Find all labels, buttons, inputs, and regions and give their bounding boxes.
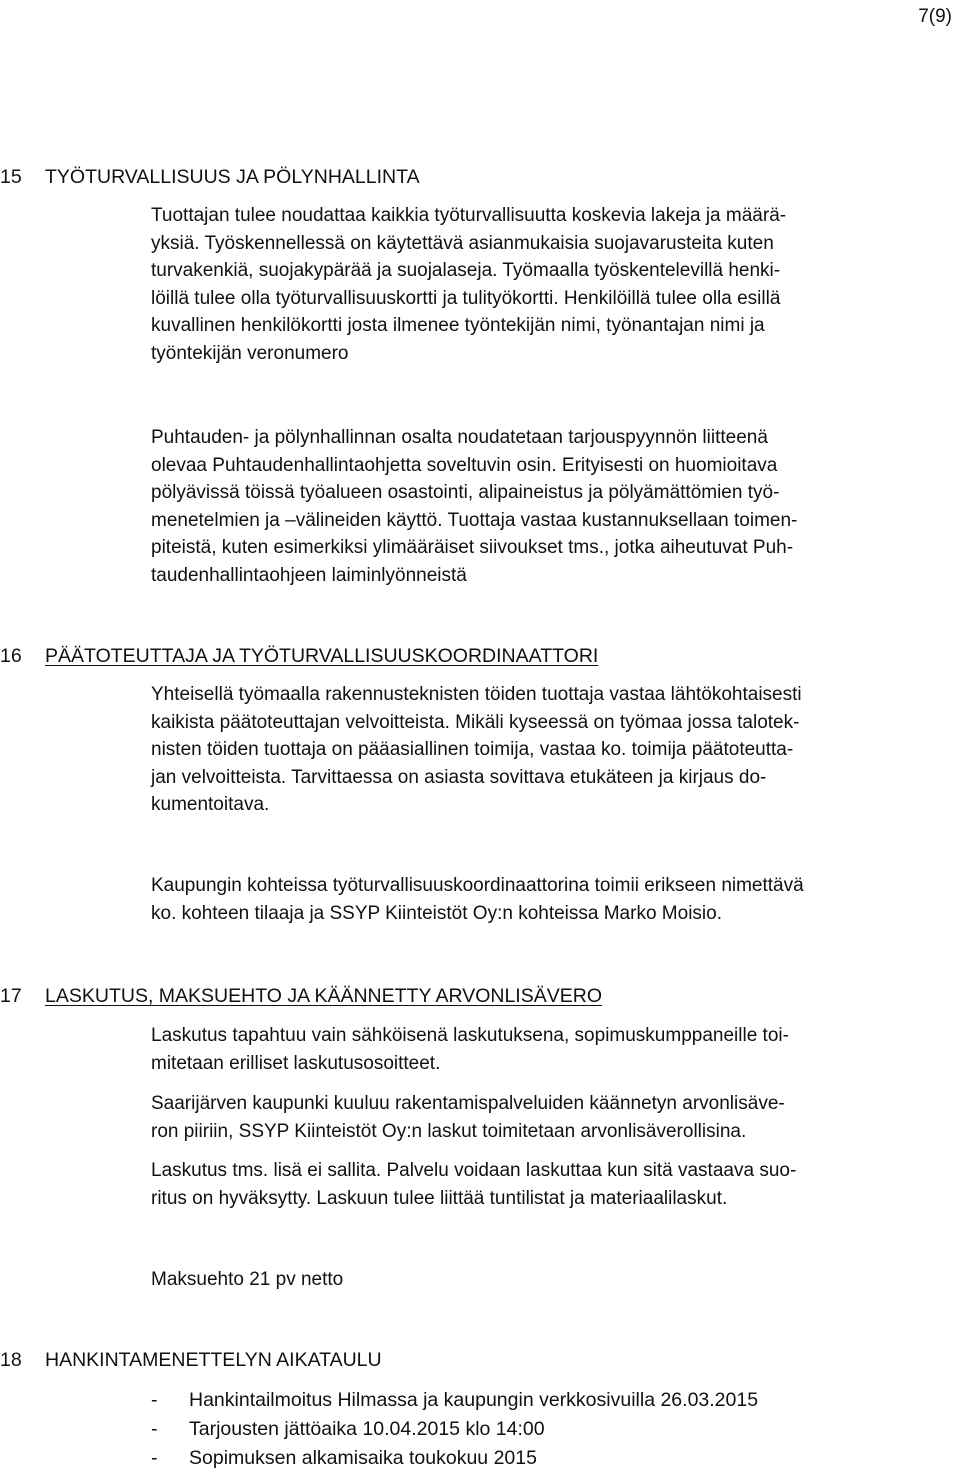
text-line: pölyävissä töissä työalueen osastointi, alipaineistus ja pölyämättömien työ-	[151, 482, 780, 503]
text-line: ritus on hyväksytty. Laskuun tulee liittää tuntilistat ja materiaalilaskut.	[151, 1187, 728, 1209]
text-line: Puhtauden- ja pölynhallinnan osalta noudatetaan tarjouspyynnön liitteenä	[151, 427, 768, 448]
text-line: yksiä. Työskennellessä on käytettävä asianmukaisia suojavarusteita kuten	[151, 232, 774, 254]
section-16-paragraph-2	[151, 872, 804, 927]
bullet-dash: -	[151, 1418, 158, 1440]
section-16-paragraph-1	[151, 681, 802, 819]
section-15-paragraph-1	[151, 202, 786, 367]
section-15-title: TYÖTURVALLISUUS JA PÖLYNHALLINTA	[45, 166, 420, 188]
section-17-paragraph-1	[151, 1022, 789, 1077]
text-line: jan velvoitteista. Tarvittaessa on asiasta sovittava etukäteen ja kirjaus do-	[151, 766, 767, 788]
section-15-number: 15	[0, 166, 22, 188]
text-line: Laskutus tapahtuu vain sähköisenä laskutuksena, sopimuskumppaneille toi-	[151, 1025, 789, 1046]
section-17-number: 17	[0, 985, 22, 1007]
schedule-list	[151, 1386, 758, 1473]
section-16-title: PÄÄTOTEUTTAJA JA TYÖTURVALLISUUSKOORDINAATTORI	[45, 645, 599, 667]
text-line: nisten töiden tuottaja on pääasiallinen toimija, vastaa ko. toimija päätoteutta-	[151, 739, 794, 760]
text-line: taudenhallintaohjeen laiminlyönneistä	[151, 564, 467, 586]
list-item	[151, 1444, 758, 1473]
text-line: Kaupungin kohteissa työturvallisuuskoordinaattorina toimii erikseen nimettävä	[151, 875, 804, 896]
text-line: Maksuehto 21 pv netto	[151, 1269, 344, 1290]
section-18-title: HANKINTAMENETTELYN AIKATAULU	[45, 1349, 382, 1371]
text-line: menetelmien ja –välineiden käyttö. Tuottaja vastaa kustannuksellaan toimen-	[151, 509, 798, 531]
list-item-text: Sopimuksen alkamisaika toukokuu 2015	[189, 1447, 537, 1469]
text-line: piteistä, kuten esimerkiksi ylimääräiset siivoukset tms., jotka aiheutuvat Puh-	[151, 537, 794, 558]
list-item-text: Hankintailmoitus Hilmassa ja kaupungin verkkosivuilla 26.03.2015	[189, 1389, 759, 1411]
section-17-paragraph-2	[151, 1090, 785, 1145]
page-number: 7(9)	[918, 6, 952, 27]
list-item	[151, 1386, 758, 1415]
section-17-title: LASKUTUS, MAKSUEHTO JA KÄÄNNETTY ARVONLISÄVERO	[45, 985, 602, 1007]
text-line: Yhteisellä työmaalla rakennusteknisten töiden tuottaja vastaa lähtökohtaisesti	[151, 684, 802, 705]
bullet-dash: -	[151, 1389, 158, 1411]
text-line: mitetaan erilliset laskutusosoitteet.	[151, 1052, 441, 1074]
section-18-number: 18	[0, 1349, 22, 1371]
text-line: turvakenkiä, suojakypärää ja suojalaseja. Työmaalla työskentelevillä henki-	[151, 260, 781, 281]
text-line: löillä tulee olla työturvallisuuskortti ja tulityökortti. Henkilöillä tulee olla esillä	[151, 287, 781, 309]
text-line: Laskutus tms. lisä ei sallita. Palvelu voidaan laskuttaa kun sitä vastaava suo-	[151, 1160, 797, 1181]
text-line: työntekijän veronumero	[151, 342, 349, 364]
text-line: kaikista päätoteuttajan velvoitteista. Mikäli kyseessä on työmaa jossa talotek-	[151, 711, 800, 733]
section-15-paragraph-2	[151, 424, 797, 589]
section-16-number: 16	[0, 645, 22, 667]
text-line: Tuottajan tulee noudattaa kaikkia työturvallisuutta koskevia lakeja ja määrä-	[151, 205, 787, 226]
text-line: kumentoitava.	[151, 794, 270, 815]
text-line: olevaa Puhtaudenhallintaohjetta soveltuvin osin. Erityisesti on huomioitava	[151, 454, 778, 476]
text-line: kuvallinen henkilökortti josta ilmenee työntekijän nimi, työnantajan nimi ja	[151, 315, 765, 336]
list-item	[151, 1415, 758, 1444]
text-line: ko. kohteen tilaaja ja SSYP Kiinteistöt Oy:n kohteissa Marko Moisio.	[151, 902, 722, 924]
list-item-text: Tarjousten jättöaika 10.04.2015 klo 14:00	[189, 1418, 545, 1440]
section-17-paragraph-3	[151, 1157, 796, 1212]
section-17-paragraph-4	[151, 1266, 343, 1294]
text-line: Saarijärven kaupunki kuuluu rakentamispalveluiden käännetyn arvonlisäve-	[151, 1093, 785, 1114]
bullet-dash: -	[151, 1447, 158, 1469]
text-line: ron piiriin, SSYP Kiinteistöt Oy:n laskut toimitetaan arvonlisäverollisina.	[151, 1120, 747, 1142]
